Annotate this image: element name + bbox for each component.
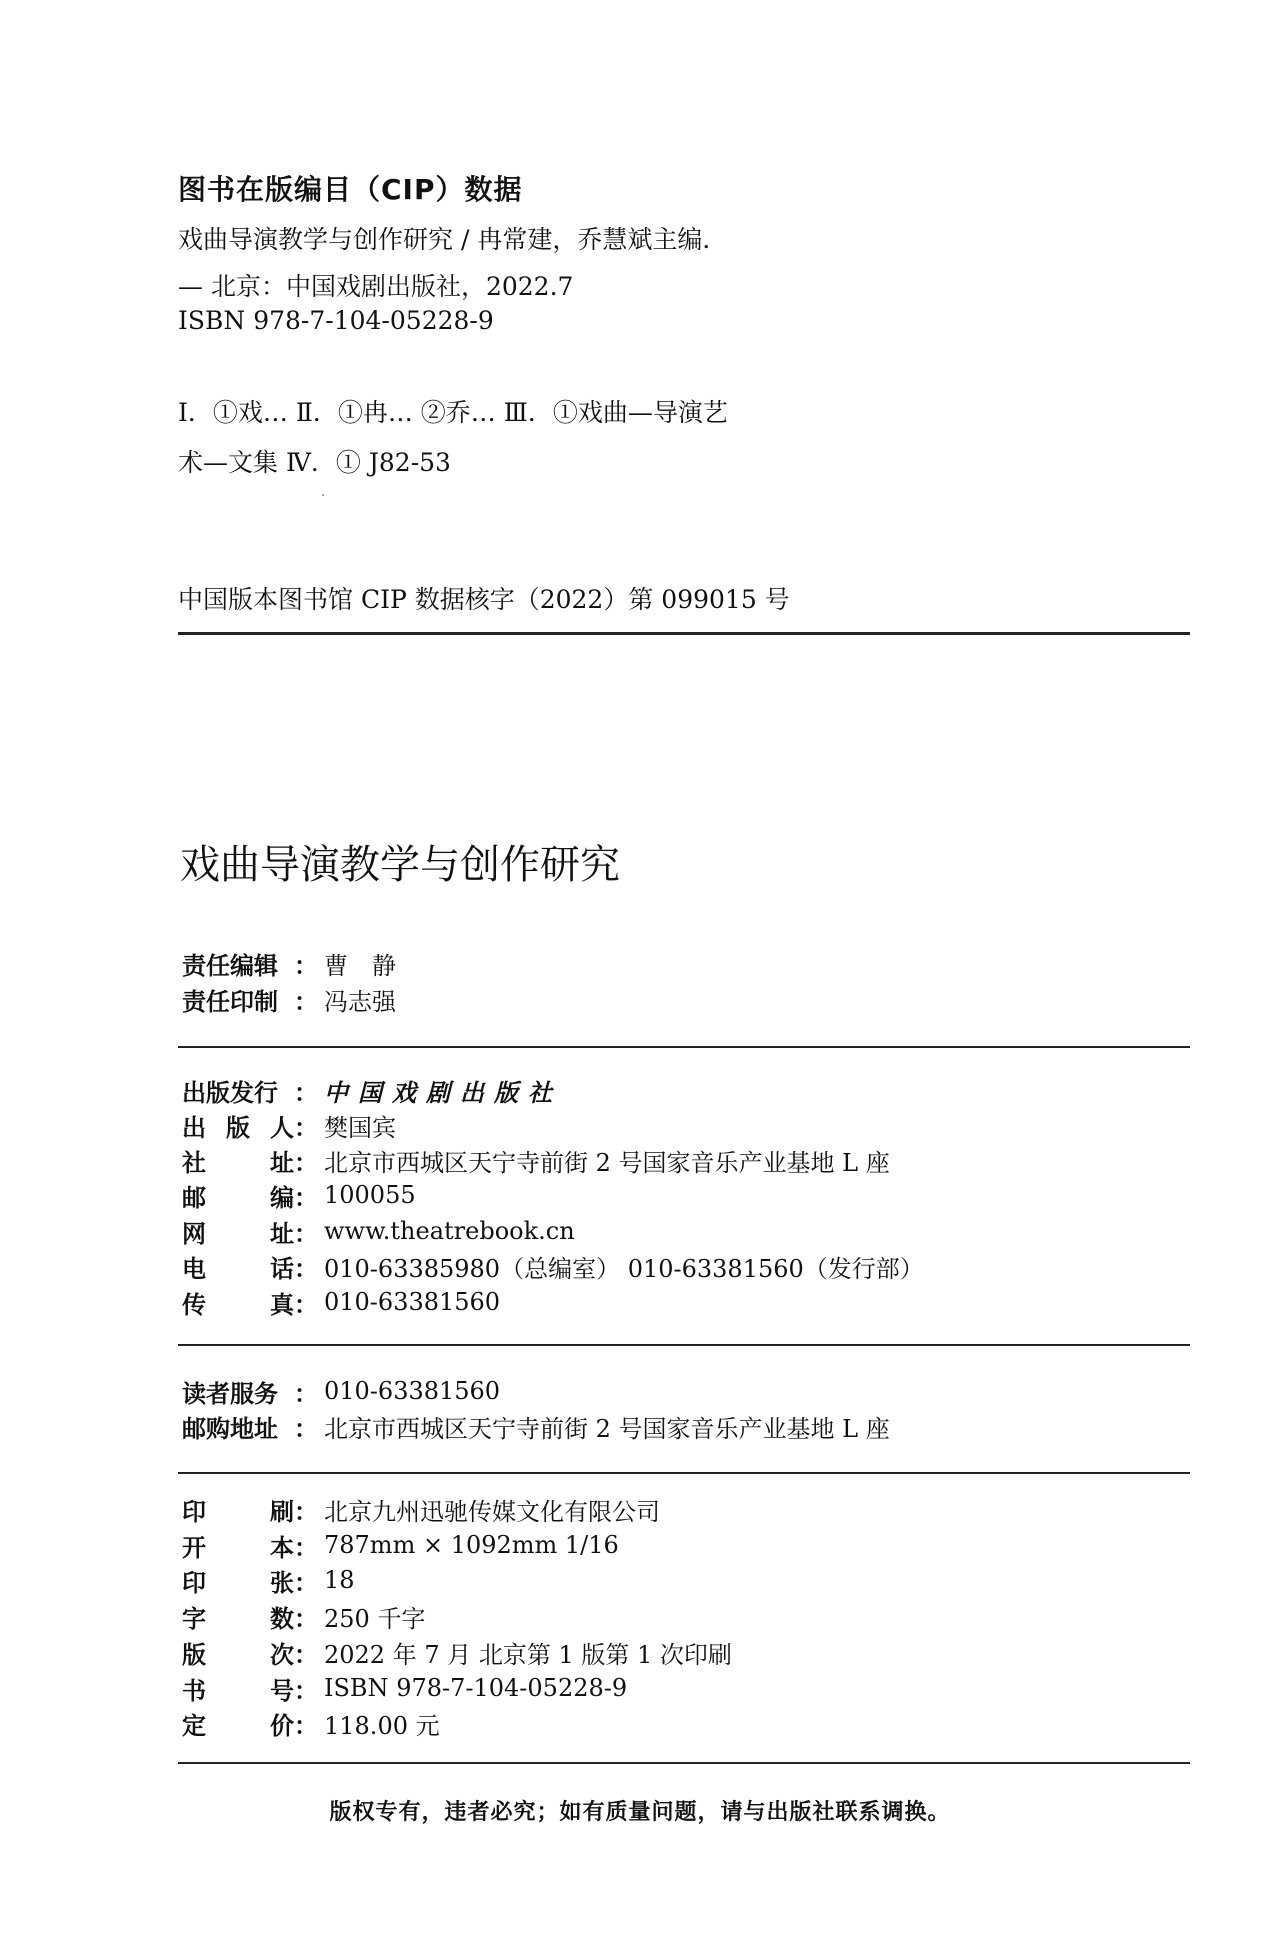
- publisher-row: 社 址 ： 北京市西城区天宁寺前街 2 号国家音乐产业基地 L 座: [182, 1143, 890, 1177]
- reader-service-row: 读者服务 ： 010-63381560: [182, 1374, 500, 1408]
- reader-service-value: 010-63381560: [324, 1377, 501, 1405]
- publisher-label: 网 址: [182, 1219, 294, 1248]
- publisher-row: 网 址 ： www.theatrebook.cn: [182, 1214, 575, 1248]
- cip-record-number: 中国版本图书馆 CIP 数据核字（2022）第 099015 号: [178, 585, 790, 614]
- cip-line-title: 戏曲导演教学与创作研究 / 冉常建，乔慧斌主编．: [178, 225, 728, 254]
- publisher-row: 电 话 ： 010-63385980（总编室） 010-63381560（发行部）: [182, 1249, 924, 1283]
- printing-row: 印 张 ： 18: [182, 1563, 355, 1597]
- divider-printing: [178, 1762, 1190, 1764]
- printing-label: 书 号: [182, 1676, 294, 1705]
- printing-label: 开 本: [182, 1533, 294, 1562]
- publisher-label: 电 话: [182, 1254, 294, 1283]
- divider-reader-service: [178, 1472, 1190, 1474]
- printing-label: 印 刷: [182, 1497, 294, 1526]
- printing-row: 开 本 ： 787mm × 1092mm 1/16: [182, 1528, 619, 1562]
- printing-value: 118.00 元: [324, 1711, 440, 1740]
- divider-credits: [178, 1046, 1190, 1048]
- printing-value: 北京九州迅驰传媒文化有限公司: [324, 1497, 660, 1526]
- cip-line-classification-2: 术—文集 Ⅳ．① J82-53: [178, 448, 451, 477]
- printing-value: 787mm × 1092mm 1/16: [324, 1531, 619, 1559]
- printing-row: 印 刷 ： 北京九州迅驰传媒文化有限公司: [182, 1492, 660, 1526]
- credit-value: 曹 静: [324, 951, 396, 980]
- printing-label: 版 次: [182, 1640, 294, 1669]
- cip-line-publisher: — 北京：中国戏剧出版社，2022.7: [178, 272, 574, 301]
- publisher-value: 北京市西城区天宁寺前街 2 号国家音乐产业基地 L 座: [324, 1148, 890, 1177]
- speck-mark: [322, 494, 324, 496]
- divider-cip: [178, 632, 1190, 635]
- publisher-value: 010-63385980（总编室） 010-63381560（发行部）: [324, 1254, 924, 1283]
- printing-label: 字 数: [182, 1604, 294, 1633]
- cip-line-classification-1: Ⅰ．①戏… Ⅱ．①冉… ②乔… Ⅲ．①戏曲—导演艺: [178, 398, 728, 427]
- credit-label: 责任编辑: [182, 951, 278, 980]
- printing-row: 定 价 ： 118.00 元: [182, 1706, 440, 1740]
- printing-row: 版 次 ： 2022 年 7 月 北京第 1 版第 1 次印刷: [182, 1635, 732, 1669]
- publisher-value: 010-63381560: [324, 1288, 501, 1316]
- cip-line-isbn: ISBN 978-7-104-05228-9: [178, 306, 494, 335]
- printing-value: 250 千字: [324, 1604, 426, 1633]
- publisher-row: 邮 编 ： 100055: [182, 1178, 416, 1212]
- publisher-label: 邮 编: [182, 1183, 294, 1212]
- printing-value: 18: [324, 1566, 355, 1594]
- reader-service-label: 邮购地址: [182, 1414, 278, 1443]
- publisher-value: 100055: [324, 1181, 416, 1209]
- credit-row: 责任印制 ： 冯志强: [182, 982, 396, 1016]
- publisher-label: 传 真: [182, 1290, 294, 1319]
- reader-service-row: 邮购地址 ： 北京市西城区天宁寺前街 2 号国家音乐产业基地 L 座: [182, 1409, 890, 1443]
- publisher-row: 传 真 ： 010-63381560: [182, 1285, 500, 1319]
- publisher-value: 樊国宾: [324, 1113, 396, 1142]
- printing-row: 书 号 ： ISBN 978-7-104-05228-9: [182, 1671, 627, 1705]
- publisher-label: 社 址: [182, 1148, 294, 1177]
- publisher-row: 出版发行 ： 中国戏剧出版社: [182, 1073, 562, 1107]
- publisher-value-calligraphy: 中国戏剧出版社: [324, 1077, 562, 1107]
- cip-heading: 图书在版编目（CIP）数据: [178, 173, 523, 206]
- credit-row: 责任编辑 ： 曹 静: [182, 946, 396, 980]
- divider-publisher: [178, 1344, 1190, 1346]
- printing-row: 字 数 ： 250 千字: [182, 1599, 425, 1633]
- publisher-row: 出 版 人 ： 樊国宾: [182, 1108, 396, 1142]
- printing-label: 印 张: [182, 1568, 294, 1597]
- reader-service-value: 北京市西城区天宁寺前街 2 号国家音乐产业基地 L 座: [324, 1414, 890, 1443]
- credit-value: 冯志强: [324, 987, 396, 1016]
- publisher-value: www.theatrebook.cn: [324, 1217, 575, 1245]
- printing-label: 定 价: [182, 1711, 294, 1740]
- reader-service-label: 读者服务: [182, 1379, 278, 1408]
- credit-label: 责任印制: [182, 987, 278, 1016]
- copyright-notice: 版权专有，违者必究；如有质量问题，请与出版社联系调换。: [329, 1800, 951, 1825]
- publisher-label: 出 版 人: [182, 1113, 294, 1142]
- printing-value: 2022 年 7 月 北京第 1 版第 1 次印刷: [324, 1640, 732, 1669]
- book-title: 戏曲导演教学与创作研究: [180, 842, 620, 888]
- publisher-label: 出版发行: [182, 1078, 278, 1107]
- printing-value: ISBN 978-7-104-05228-9: [324, 1674, 628, 1702]
